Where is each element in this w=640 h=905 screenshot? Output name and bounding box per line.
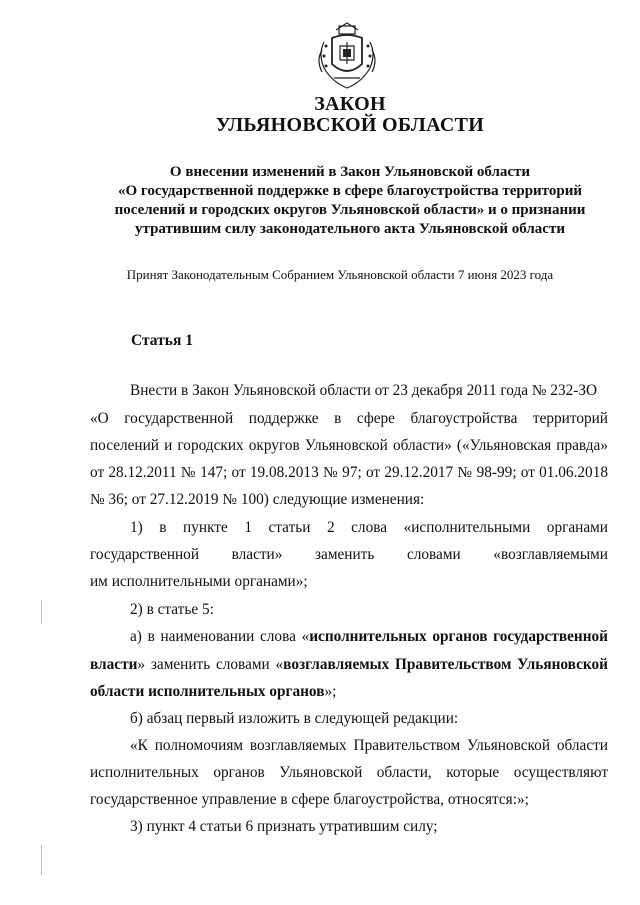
quote-line: «К полномочиям возглавляемых Правительством Ульяновской области (130, 737, 608, 754)
bold-text-run: власти (90, 656, 138, 673)
text-run: а) в наименовании слова « (130, 628, 310, 645)
paragraph-line: Внести в Закон Ульяновской области от 23 декабря 2011 года № 232-ЗО (130, 382, 598, 399)
law-region-title: УЛЬЯНОВСКОЙ ОБЛАСТИ (215, 114, 485, 136)
subject-line: утратившим силу законодательного акта Ульяновской области (135, 221, 565, 237)
text-run: »; (324, 683, 337, 700)
subject-line: «О государственной поддержке в сфере благоустройства территорий (118, 183, 582, 199)
scan-margin-mark (41, 600, 42, 624)
list-item-line (130, 627, 608, 647)
list-item: 2) в статье 5: (130, 601, 214, 618)
adoption-note: Принят Законодательным Собранием Ульяновской области 7 июня 2023 года (126, 267, 554, 282)
list-item-line: им исполнительными органами»; (90, 573, 308, 590)
list-item-line: 1) в пункте 1 статьи 2 слова «исполнительными органами (130, 519, 608, 536)
article-heading: Статья 1 (131, 332, 193, 349)
bold-text-run: области исполнительных органов (90, 683, 325, 700)
bold-text-run: возглавляемых Правительством Ульяновской (283, 656, 608, 673)
subject-line: О внесении изменений в Закон Ульяновской области (169, 164, 531, 180)
law-subject (100, 163, 600, 239)
law-title: ЗАКОН (314, 93, 386, 115)
paragraph-line: поселений и городских округов Ульяновской области» («Ульяновская правда» (90, 437, 608, 454)
subject-line: поселений и городских округов Ульяновской области» и о признании (114, 202, 586, 218)
list-item: б) абзац первый изложить в следующей редакции: (130, 710, 459, 727)
text-run: » заменить словами « (137, 656, 284, 673)
bold-text-run: исполнительных органов государственной (309, 628, 608, 645)
list-item-line: государственной власти» заменить словами «возглавляемыми (90, 546, 608, 563)
paragraph-line: от 28.12.2011 № 147; от 19.08.2013 № 97; от 29.12.2017 № 98-99; от 01.06.2018 (90, 464, 608, 481)
paragraph-line: № 36; от 27.12.2019 № 100) следующие изменения: (90, 491, 425, 508)
list-item-line (90, 655, 608, 675)
list-item-line (90, 682, 608, 702)
list-item: 3) пункт 4 статьи 6 признать утратившим силу; (130, 818, 438, 835)
scan-margin-mark (41, 845, 42, 875)
quote-line: исполнительных органов Ульяновской области, которые осуществляют (90, 764, 608, 781)
coat-of-arms-emblem-icon (314, 20, 380, 92)
paragraph-line: «О государственной поддержке в сфере благоустройства территорий (90, 410, 608, 427)
quote-line: государственное управление в сфере благоустройства, относятся:»; (90, 791, 529, 808)
